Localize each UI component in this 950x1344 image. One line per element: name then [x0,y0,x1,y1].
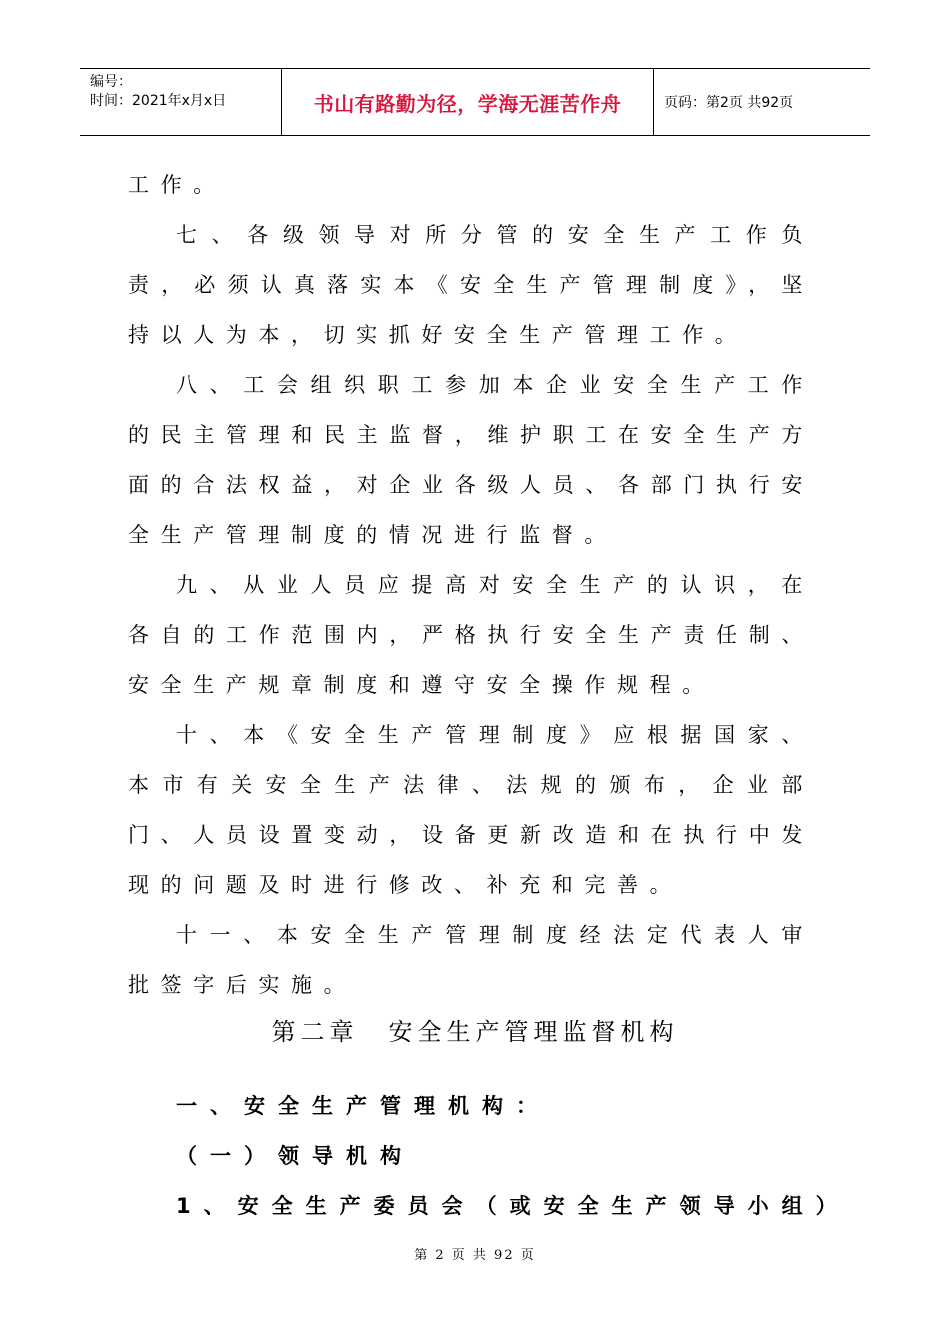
chapter-heading [0,1010,950,1054]
document-date-label: 时间：2021年x月x日 [90,93,227,109]
subsection-heading: （一）领导机构 [176,1144,414,1168]
header-motto: 书山有路勤为径，学海无涯苦作舟 [282,69,654,135]
paragraph-item-8: 八、工会组织职工参加本企业安全生产工作的民主管理和民主监督，维护职工在安全生产方面的合法权益，对企业各级人员、各部门执行安全生产管理制度的情况进行监督。 [128,373,814,547]
paragraph-item-7: 七、各级领导对所分管的安全生产工作负责，必须认真落实本《安全生产管理制度》，坚持以人为本，切实抓好安全生产管理工作。 [128,223,814,347]
page-footer: 第 2 页 共 92 页 [414,1248,536,1263]
document-number-label: 编号： [90,74,132,90]
header-table [80,68,870,136]
paragraph-item-9: 九、从业人员应提高对安全生产的认识，在各自的工作范围内，严格执行安全生产责任制、安全生产规章制度和遵守安全操作规程。 [128,573,814,697]
section-heading: 一、安全生产管理机构： [176,1094,550,1118]
paragraph-item-11: 十一、本安全生产管理制度经法定代表人审批签字后实施。 [128,923,814,997]
header-page-label: 页码：第2页 共92页 [664,95,794,111]
chapter-title: 安全生产管理监督机构 [388,1018,679,1046]
paragraph-item-10: 十、本《安全生产管理制度》应根据国家、本市有关安全生产法律、法规的颁布，企业部门、人员设置变动，设备更新改造和在执行中发现的问题及时进行修改、补充和完善。 [128,723,814,897]
document-body [128,160,814,1010]
header-info-cell [80,69,282,135]
paragraph-continuation: 工作。 [128,173,226,197]
item-heading: 1、安全生产委员会（或安全生产领导小组） [176,1194,850,1218]
chapter-number: 第二章 [271,1018,359,1046]
